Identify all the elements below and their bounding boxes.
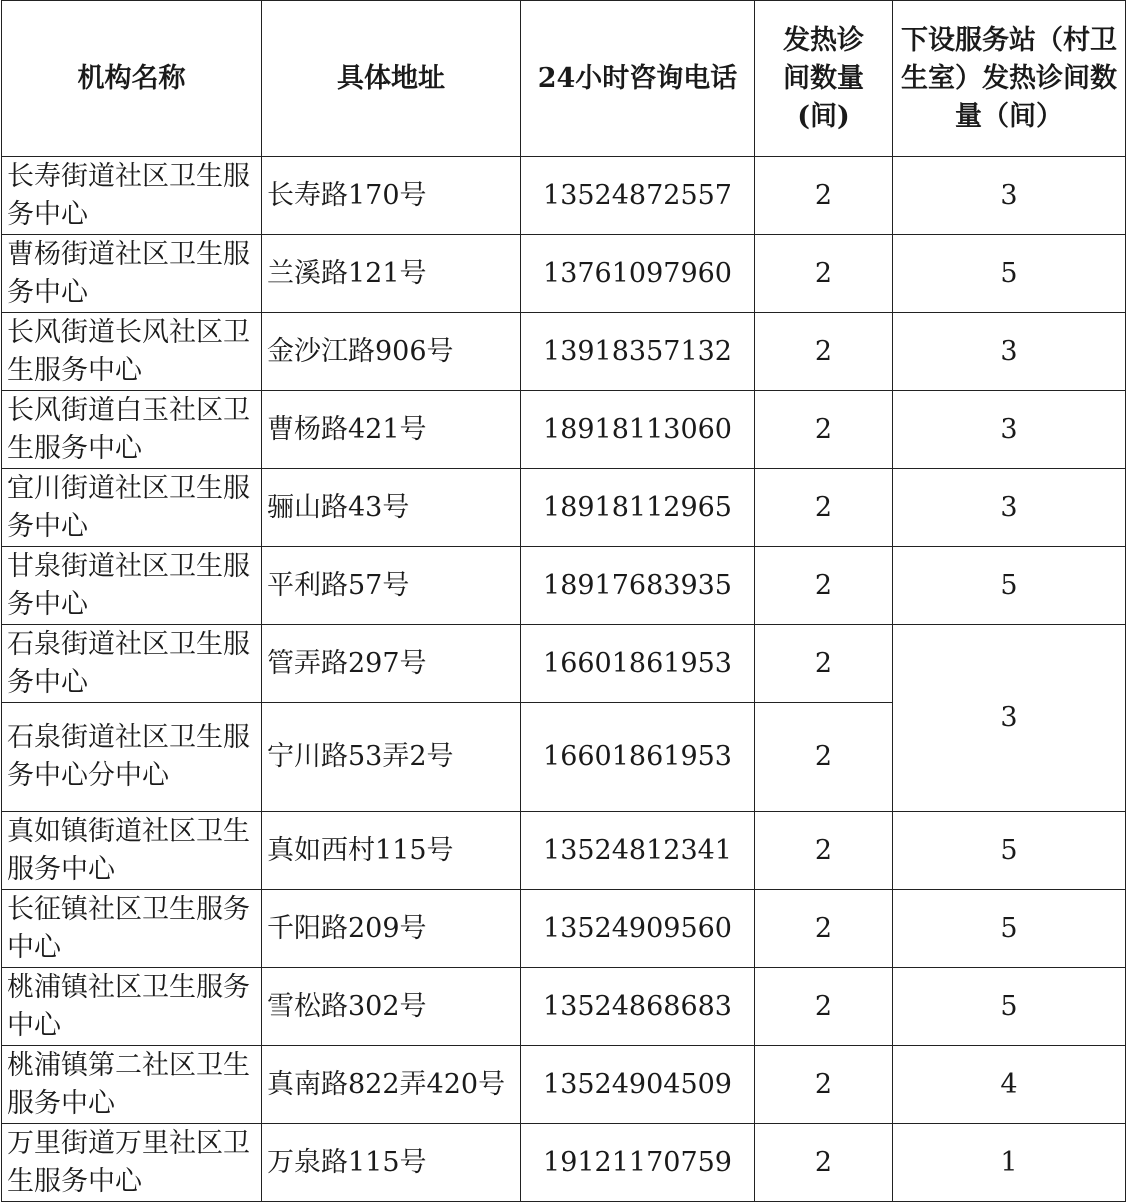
institution-name: 石泉街道社区卫生服务中心分中心 xyxy=(2,703,262,812)
table-row xyxy=(2,968,1126,1046)
institution-name: 桃浦镇第二社区卫生服务中心 xyxy=(2,1046,262,1124)
clinic-count: 2 xyxy=(755,469,893,547)
phone: 13761097960 xyxy=(521,235,755,313)
institution-name: 石泉街道社区卫生服务中心 xyxy=(2,625,262,703)
station-clinic-count: 3 xyxy=(893,313,1126,391)
station-clinic-count: 5 xyxy=(893,812,1126,890)
station-clinic-count: 5 xyxy=(893,890,1126,968)
phone: 16601861953 xyxy=(521,625,755,703)
institution-name: 曹杨街道社区卫生服务中心 xyxy=(2,235,262,313)
header-clinics: 发热诊间数量(间) xyxy=(755,1,893,157)
table-row xyxy=(2,625,1126,703)
station-clinic-count: 5 xyxy=(893,968,1126,1046)
address: 万泉路115号 xyxy=(262,1124,521,1202)
station-clinic-count: 1 xyxy=(893,1124,1126,1202)
station-clinic-count: 3 xyxy=(893,469,1126,547)
address: 长寿路170号 xyxy=(262,157,521,235)
phone: 19121170759 xyxy=(521,1124,755,1202)
institution-name: 真如镇街道社区卫生服务中心 xyxy=(2,812,262,890)
table-row xyxy=(2,812,1126,890)
phone: 16601861953 xyxy=(521,703,755,812)
clinic-count: 2 xyxy=(755,812,893,890)
institution-name: 长寿街道社区卫生服务中心 xyxy=(2,157,262,235)
table-row xyxy=(2,391,1126,469)
clinic-count: 2 xyxy=(755,703,893,812)
table-row xyxy=(2,469,1126,547)
station-clinic-count: 3 xyxy=(893,391,1126,469)
table-row xyxy=(2,547,1126,625)
table-row xyxy=(2,235,1126,313)
table-row xyxy=(2,1124,1126,1202)
clinic-count: 2 xyxy=(755,157,893,235)
institution-name: 万里街道万里社区卫生服务中心 xyxy=(2,1124,262,1202)
station-clinic-count: 5 xyxy=(893,547,1126,625)
phone: 13918357132 xyxy=(521,313,755,391)
table-row xyxy=(2,890,1126,968)
table-row xyxy=(2,1046,1126,1124)
phone: 13524868683 xyxy=(521,968,755,1046)
clinic-count: 2 xyxy=(755,890,893,968)
header-phone: 24小时咨询电话 xyxy=(521,1,755,157)
institution-name: 长风街道长风社区卫生服务中心 xyxy=(2,313,262,391)
station-clinic-count: 4 xyxy=(893,1046,1126,1124)
clinic-count: 2 xyxy=(755,1046,893,1124)
institution-name: 长风街道白玉社区卫生服务中心 xyxy=(2,391,262,469)
phone: 13524812341 xyxy=(521,812,755,890)
clinic-count: 2 xyxy=(755,313,893,391)
phone: 18918113060 xyxy=(521,391,755,469)
station-clinic-count: 5 xyxy=(893,235,1126,313)
header-address: 具体地址 xyxy=(262,1,521,157)
institution-name: 宜川街道社区卫生服务中心 xyxy=(2,469,262,547)
station-clinic-count: 3 xyxy=(893,157,1126,235)
table-row xyxy=(2,157,1126,235)
phone: 18918112965 xyxy=(521,469,755,547)
phone: 18917683935 xyxy=(521,547,755,625)
address: 千阳路209号 xyxy=(262,890,521,968)
address: 雪松路302号 xyxy=(262,968,521,1046)
clinic-count: 2 xyxy=(755,625,893,703)
address: 骊山路43号 xyxy=(262,469,521,547)
address: 曹杨路421号 xyxy=(262,391,521,469)
phone: 13524872557 xyxy=(521,157,755,235)
address: 宁川路53弄2号 xyxy=(262,703,521,812)
address: 管弄路297号 xyxy=(262,625,521,703)
phone: 13524909560 xyxy=(521,890,755,968)
address: 真南路822弄420号 xyxy=(262,1046,521,1124)
table-row xyxy=(2,313,1126,391)
header-name: 机构名称 xyxy=(2,1,262,157)
clinic-count: 2 xyxy=(755,391,893,469)
clinic-count: 2 xyxy=(755,1124,893,1202)
clinic-count: 2 xyxy=(755,968,893,1046)
institution-name: 桃浦镇社区卫生服务中心 xyxy=(2,968,262,1046)
address: 金沙江路906号 xyxy=(262,313,521,391)
phone: 13524904509 xyxy=(521,1046,755,1124)
institution-name: 甘泉街道社区卫生服务中心 xyxy=(2,547,262,625)
clinic-count: 2 xyxy=(755,547,893,625)
address: 兰溪路121号 xyxy=(262,235,521,313)
clinic-count: 2 xyxy=(755,235,893,313)
header-stations: 下设服务站（村卫生室）发热诊间数量（间） xyxy=(893,1,1126,157)
fever-clinic-table xyxy=(1,0,1126,1202)
institution-name: 长征镇社区卫生服务中心 xyxy=(2,890,262,968)
station-clinic-count-merged: 3 xyxy=(893,625,1126,812)
address: 平利路57号 xyxy=(262,547,521,625)
header-row xyxy=(2,1,1126,157)
address: 真如西村115号 xyxy=(262,812,521,890)
